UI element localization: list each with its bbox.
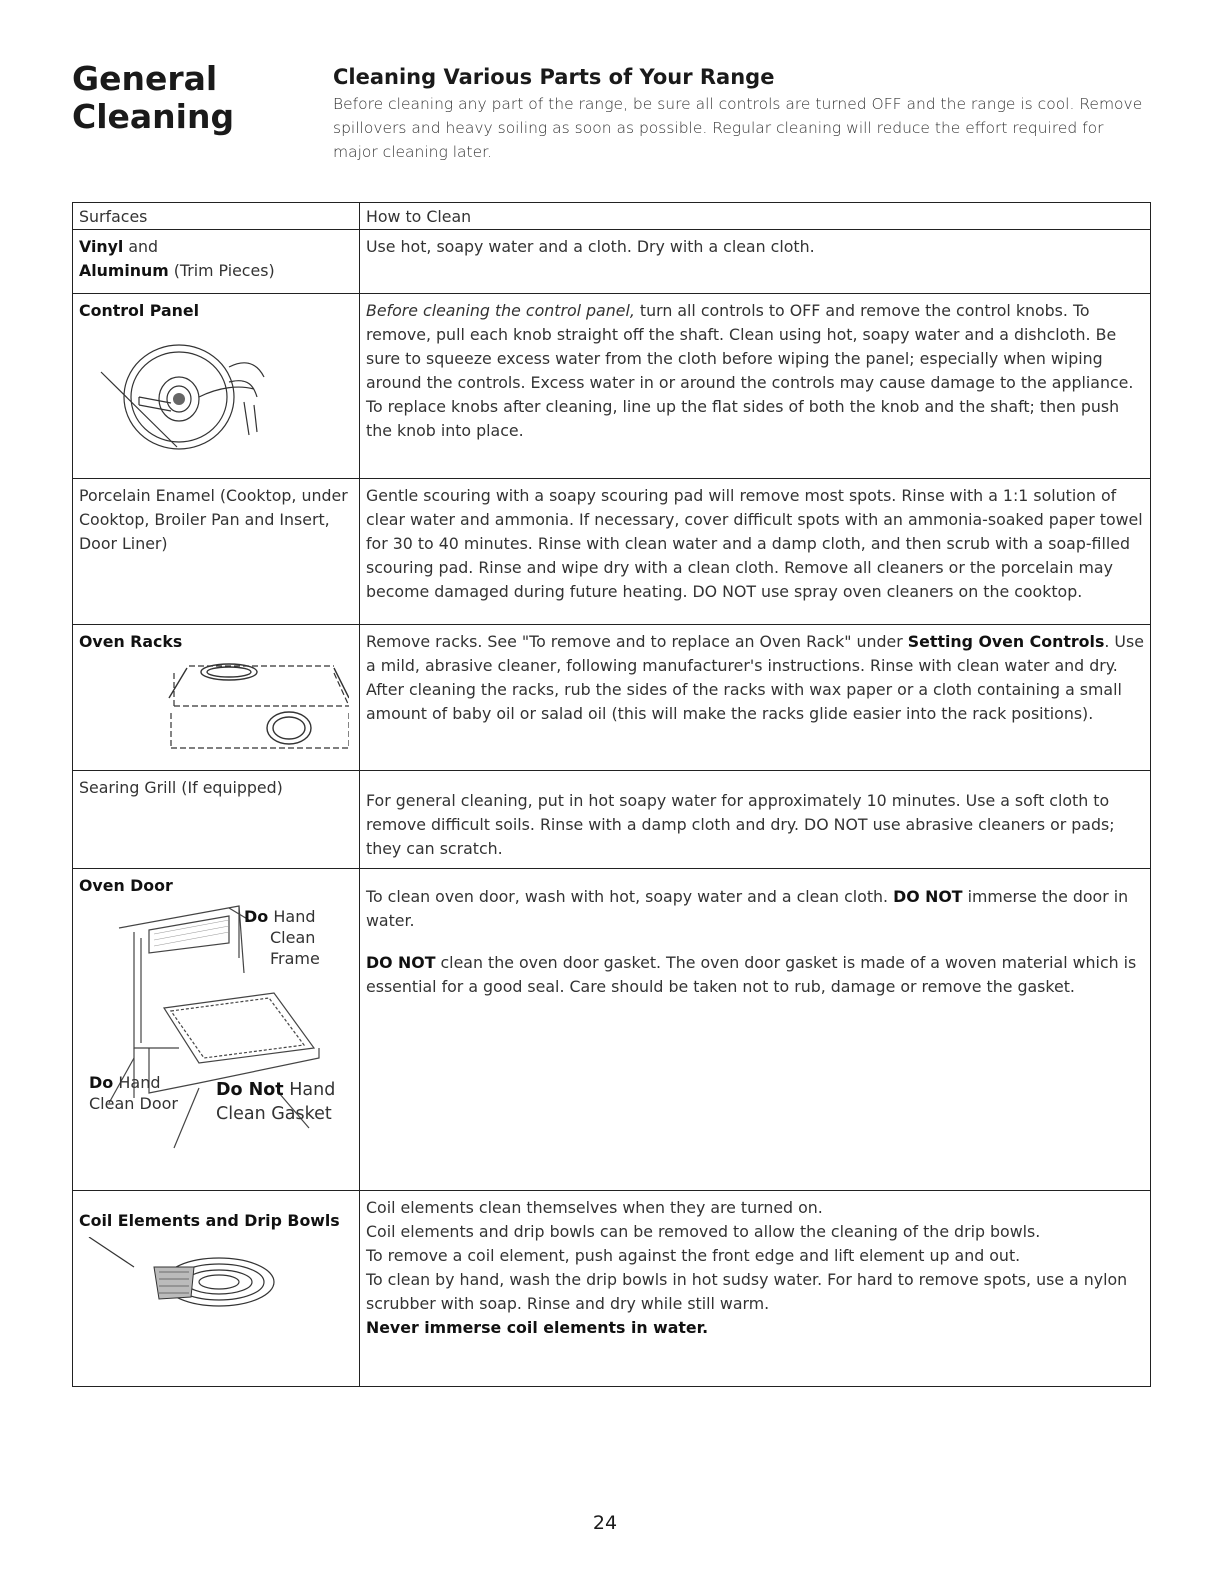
intro-heading: Cleaning Various Parts of Your Range — [333, 65, 775, 89]
label-do-hand-clean-frame: Do Hand Clean Frame — [244, 907, 320, 968]
control-panel-instructions: Before cleaning the control panel, turn all controls to OFF and remove the control knobs. To remove, pull each knob straight off the shaft. Clean using hot, soapy water and a dishcloth. Be sure to squeeze excess water from the cloth before wiping the panel; especially when wiping around the controls. Excess water in or around the controls may cause damage to the appliance. To replace knobs after cleaning, line up the flat sides of both the knob and the shaft; then push the knob into place. — [360, 294, 1151, 479]
table-row — [73, 230, 1151, 294]
surface-oven-door: Oven Door Do Hand Clean Frame Do Hand Clean Door Do Not Hand Clean Gasket — [73, 869, 360, 1191]
oven-door-paragraph-2: DO NOT clean the oven door gasket. The oven door gasket is made of a woven material which is essential for a good seal. Care should be taken not to rub, damage or remove the gasket. — [366, 953, 1137, 996]
surface-coil-elements: Coil Elements and Drip Bowls — [73, 1191, 360, 1387]
table-header-row — [73, 203, 1151, 230]
table-row — [73, 1191, 1151, 1387]
table-row — [73, 869, 1151, 1191]
header-how-to-clean: How to Clean — [360, 203, 1151, 230]
section-title: General Cleaning — [72, 59, 235, 136]
oven-racks-instructions: Remove racks. See "To remove and to replace an Oven Rack" under Setting Oven Controls. Use a mild, abrasive cleaner, following manufacturer's instructions. Rinse with clean water and dry. After cleaning the racks, rub the sides of the racks with wax paper or a cloth containing a small amount of baby oil or salad oil (this will make the racks glide easier into the rack positions). — [360, 625, 1151, 771]
table-row — [73, 771, 1151, 869]
coil-element-illustration — [79, 1237, 279, 1312]
label-do-hand-clean-door: Do Hand Clean Door — [89, 1073, 178, 1113]
page-number: 24 — [592, 1512, 618, 1534]
oven-rack-illustration — [79, 658, 349, 758]
surface-vinyl: Vinyl and Aluminum (Trim Pieces) — [73, 230, 360, 294]
intro-text: Before cleaning any part of the range, be sure all controls are turned OFF and the range is cool. Remove spillovers and heavy soiling as soon as possible. Regular cleaning will reduce the effort required for major cleaning later. — [333, 95, 1143, 161]
table-row — [73, 294, 1151, 479]
surface-porcelain-enamel: Porcelain Enamel (Cooktop, under Cooktop, Broiler Pan and Insert, Door Liner) — [73, 479, 360, 625]
oven-door-paragraph-1: To clean oven door, wash with hot, soapy water and a clean cloth. DO NOT immerse the door in water. — [366, 887, 1129, 930]
coil-elements-instructions: Coil elements clean themselves when they are turned on. Coil elements and drip bowls can be removed to allow the cleaning of the drip bowls. To remove a coil element, push against the front edge and lift element up and out. To clean by hand, wash the drip bowls in hot sudsy water. For hard to remove spots, use a nylon scrubber with soap. Rinse and dry while still warm. Never immerse coil elements in water. — [360, 1191, 1151, 1387]
header-surfaces: Surfaces — [73, 203, 360, 230]
surface-oven-racks: Oven Racks — [73, 625, 360, 771]
vinyl-instructions: Use hot, soapy water and a cloth. Dry with a clean cloth. — [360, 230, 1151, 294]
coil-warning: Never immerse coil elements in water. — [366, 1318, 709, 1337]
porcelain-instructions: Gentle scouring with a soapy scouring pad will remove most spots. Rinse with a 1:1 solution of clear water and ammonia. If necessary, cover difficult spots with an ammonia-soaked paper towel for 30 to 40 minutes. Rinse with clean water and a damp cloth, and then scrub with a soap-filled scouring pad. Rinse and wipe dry with a clean cloth. Remove all cleaners or the porcelain may become damaged during future heating. DO NOT use spray oven cleaners on the cooktop. — [360, 479, 1151, 625]
control-knob-illustration — [79, 327, 269, 452]
surface-control-panel: Control Panel — [73, 294, 360, 479]
table-row — [73, 625, 1151, 771]
intro — [333, 64, 1153, 164]
label-do-not-hand-clean-gasket: Do Not Hand Clean Gasket — [216, 1080, 336, 1124]
oven-door-illustration — [79, 898, 353, 1168]
surface-searing-grill: Searing Grill (If equipped) — [73, 771, 360, 869]
searing-grill-instructions: For general cleaning, put in hot soapy water for approximately 10 minutes. Use a soft cloth to remove difficult soils. Rinse with a damp cloth and dry. DO NOT use abrasive cleaners or pads; they can scratch. — [360, 771, 1151, 869]
oven-door-instructions — [360, 869, 1151, 1191]
table-row — [73, 479, 1151, 625]
cleaning-table — [72, 202, 1151, 1387]
